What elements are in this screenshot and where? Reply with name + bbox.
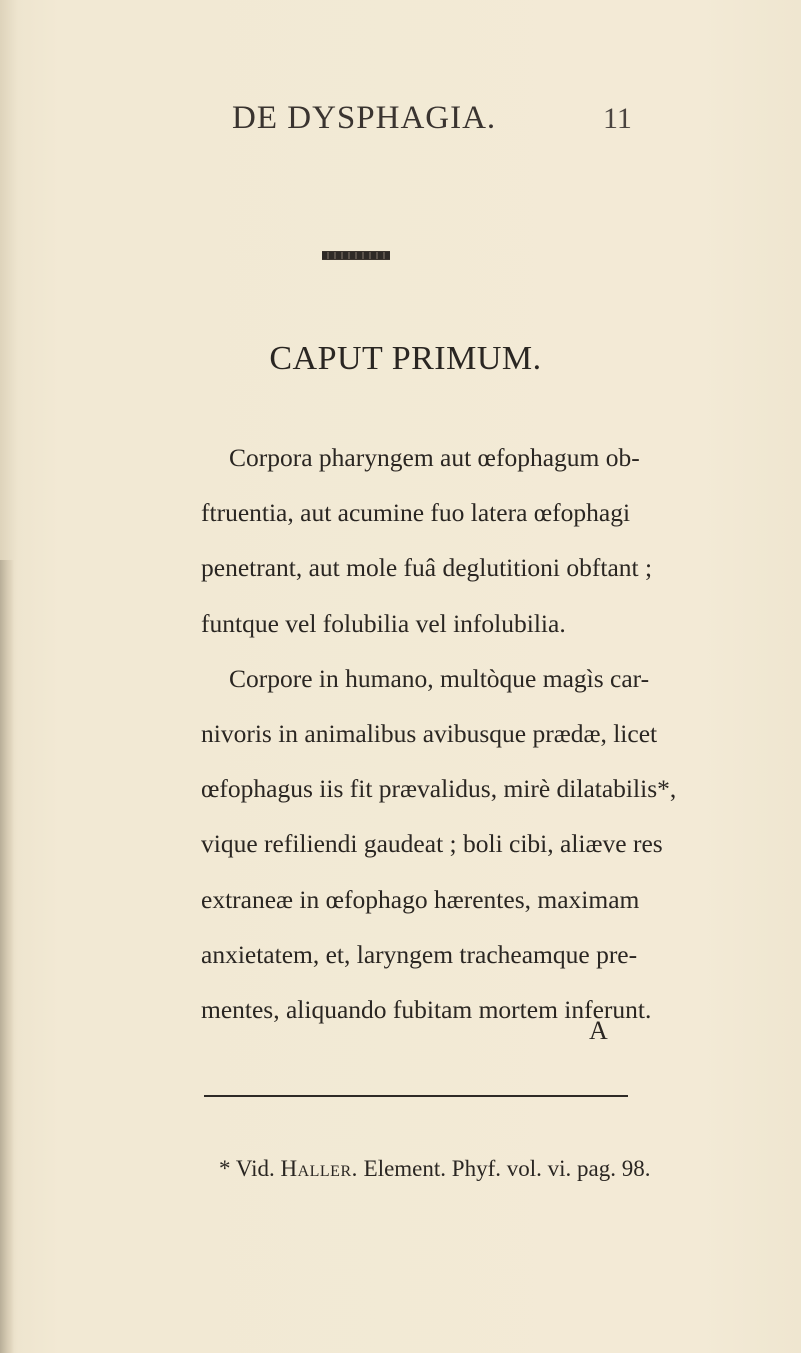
text-line: mentes, aliquando fubitam mortem inferunt. bbox=[201, 995, 652, 1025]
text-line: œfophagus iis fit prævalidus, mirè dilatabilis*, bbox=[201, 774, 677, 804]
chapter-title: CAPUT PRIMUM. bbox=[269, 340, 542, 377]
footnote bbox=[219, 1156, 650, 1182]
footnote-prefix: Vid. bbox=[235, 1156, 275, 1181]
text-line: nivoris in animalibus avibusque prædæ, licet bbox=[201, 719, 658, 749]
footnote-reference: Element. Phyf. vol. vi. pag. 98. bbox=[363, 1156, 651, 1181]
footnote-marker: * bbox=[219, 1156, 231, 1181]
page-header bbox=[0, 100, 801, 140]
catchword: A bbox=[589, 1016, 608, 1045]
binding-shadow bbox=[0, 560, 14, 1353]
footnote-rule bbox=[204, 1095, 628, 1097]
text-line: Corpore in humano, multòque magìs car- bbox=[229, 663, 650, 693]
text-line: Corpora pharyngem aut œfophagum ob- bbox=[229, 443, 640, 472]
text-line: penetrant, aut mole fuâ deglutitioni obftant ; bbox=[201, 553, 653, 583]
footnote-author: Haller. bbox=[280, 1156, 358, 1181]
page-number: 11 bbox=[603, 102, 632, 135]
text-line: vique refiliendi gaudeat ; boli cibi, aliæve res bbox=[201, 829, 663, 859]
text-line: anxietatem, et, laryngem tracheamque pre- bbox=[201, 939, 638, 969]
body-text bbox=[201, 430, 677, 1037]
running-title: DE DYSPHAGIA. bbox=[232, 100, 497, 136]
text-line: funtque vel folubilia vel infolubilia. bbox=[201, 608, 566, 638]
text-line: extraneæ in œfophago hærentes, maximam bbox=[201, 884, 640, 914]
ornament-rule bbox=[322, 251, 390, 260]
text-line: ftruentia, aut acumine fuo latera œfophagi bbox=[201, 498, 631, 528]
